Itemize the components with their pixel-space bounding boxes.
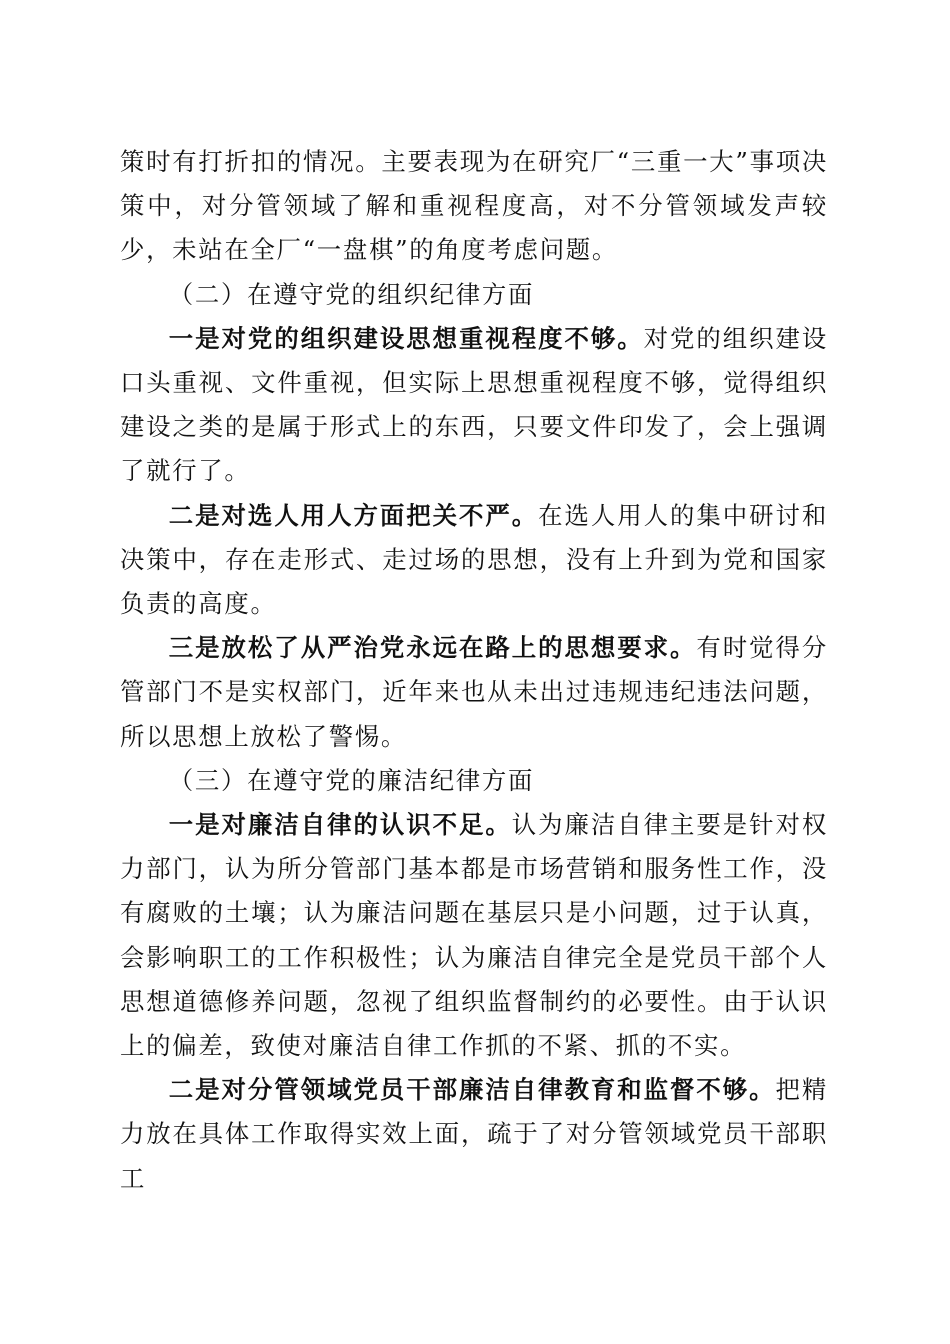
section-heading-integrity-discipline: （三）在遵守党的廉洁纪律方面: [168, 765, 535, 795]
item-body: 对党的组织建设口头重视、文件重视，但实际上思想重视程度不够，觉得组织建设之类的是属于形式上的东西，只要文件印发了，会上强调了就行了。: [120, 323, 828, 486]
document-body: [120, 140, 828, 1201]
item-lead: 一是对党的组织建设思想重视程度不够。: [168, 323, 644, 353]
item-lead: 二是对选人用人方面把关不严。: [168, 500, 539, 530]
paragraph-integrity-item-2: [120, 1068, 828, 1201]
paragraph-org-item-3: [120, 626, 828, 759]
item-lead: 二是对分管领域党员干部廉洁自律教育和监督不够。: [168, 1075, 776, 1105]
item-lead: 三是放松了从严治党永远在路上的思想要求。: [168, 633, 697, 663]
item-lead: 一是对廉洁自律的认识不足。: [168, 810, 512, 840]
item-body: 认为廉洁自律主要是针对权力部门，认为所分管部门基本都是市场营销和服务性工作，没有腐败的土壤；认为廉洁问题在基层只是小问题，过于认真，会影响职工的工作积极性；认为廉洁自律完全是党员干部个人思想道德修养问题，忽视了组织监督制约的必要性。由于认识上的偏差，致使对廉洁自律工作抓的不紧、抓的不实。: [120, 810, 828, 1061]
item-body: 有时觉得分管部门不是实权部门，近年来也从未出过违规违纪违法问题，所以思想上放松了警惕。: [120, 633, 828, 751]
paragraph-org-item-2: [120, 494, 828, 627]
paragraph-integrity-item-1: [120, 803, 828, 1068]
section-heading-organization-discipline: （二）在遵守党的组织纪律方面: [168, 279, 535, 309]
item-body: 在选人用人的集中研讨和决策中，存在走形式、走过场的思想，没有上升到为党和国家负责的高度。: [120, 500, 828, 619]
paragraph-continuation: 策时有打折扣的情况。主要表现为在研究厂“三重一大”事项决策中，对分管领域了解和重视程度高，对不分管领域发声较少，未站在全厂“一盘棋”的角度考虑问题。: [120, 147, 828, 265]
item-body: 把精力放在具体工作取得实效上面，疏于了对分管领域党员干部职工: [120, 1075, 829, 1193]
paragraph-org-item-1: [120, 317, 828, 494]
